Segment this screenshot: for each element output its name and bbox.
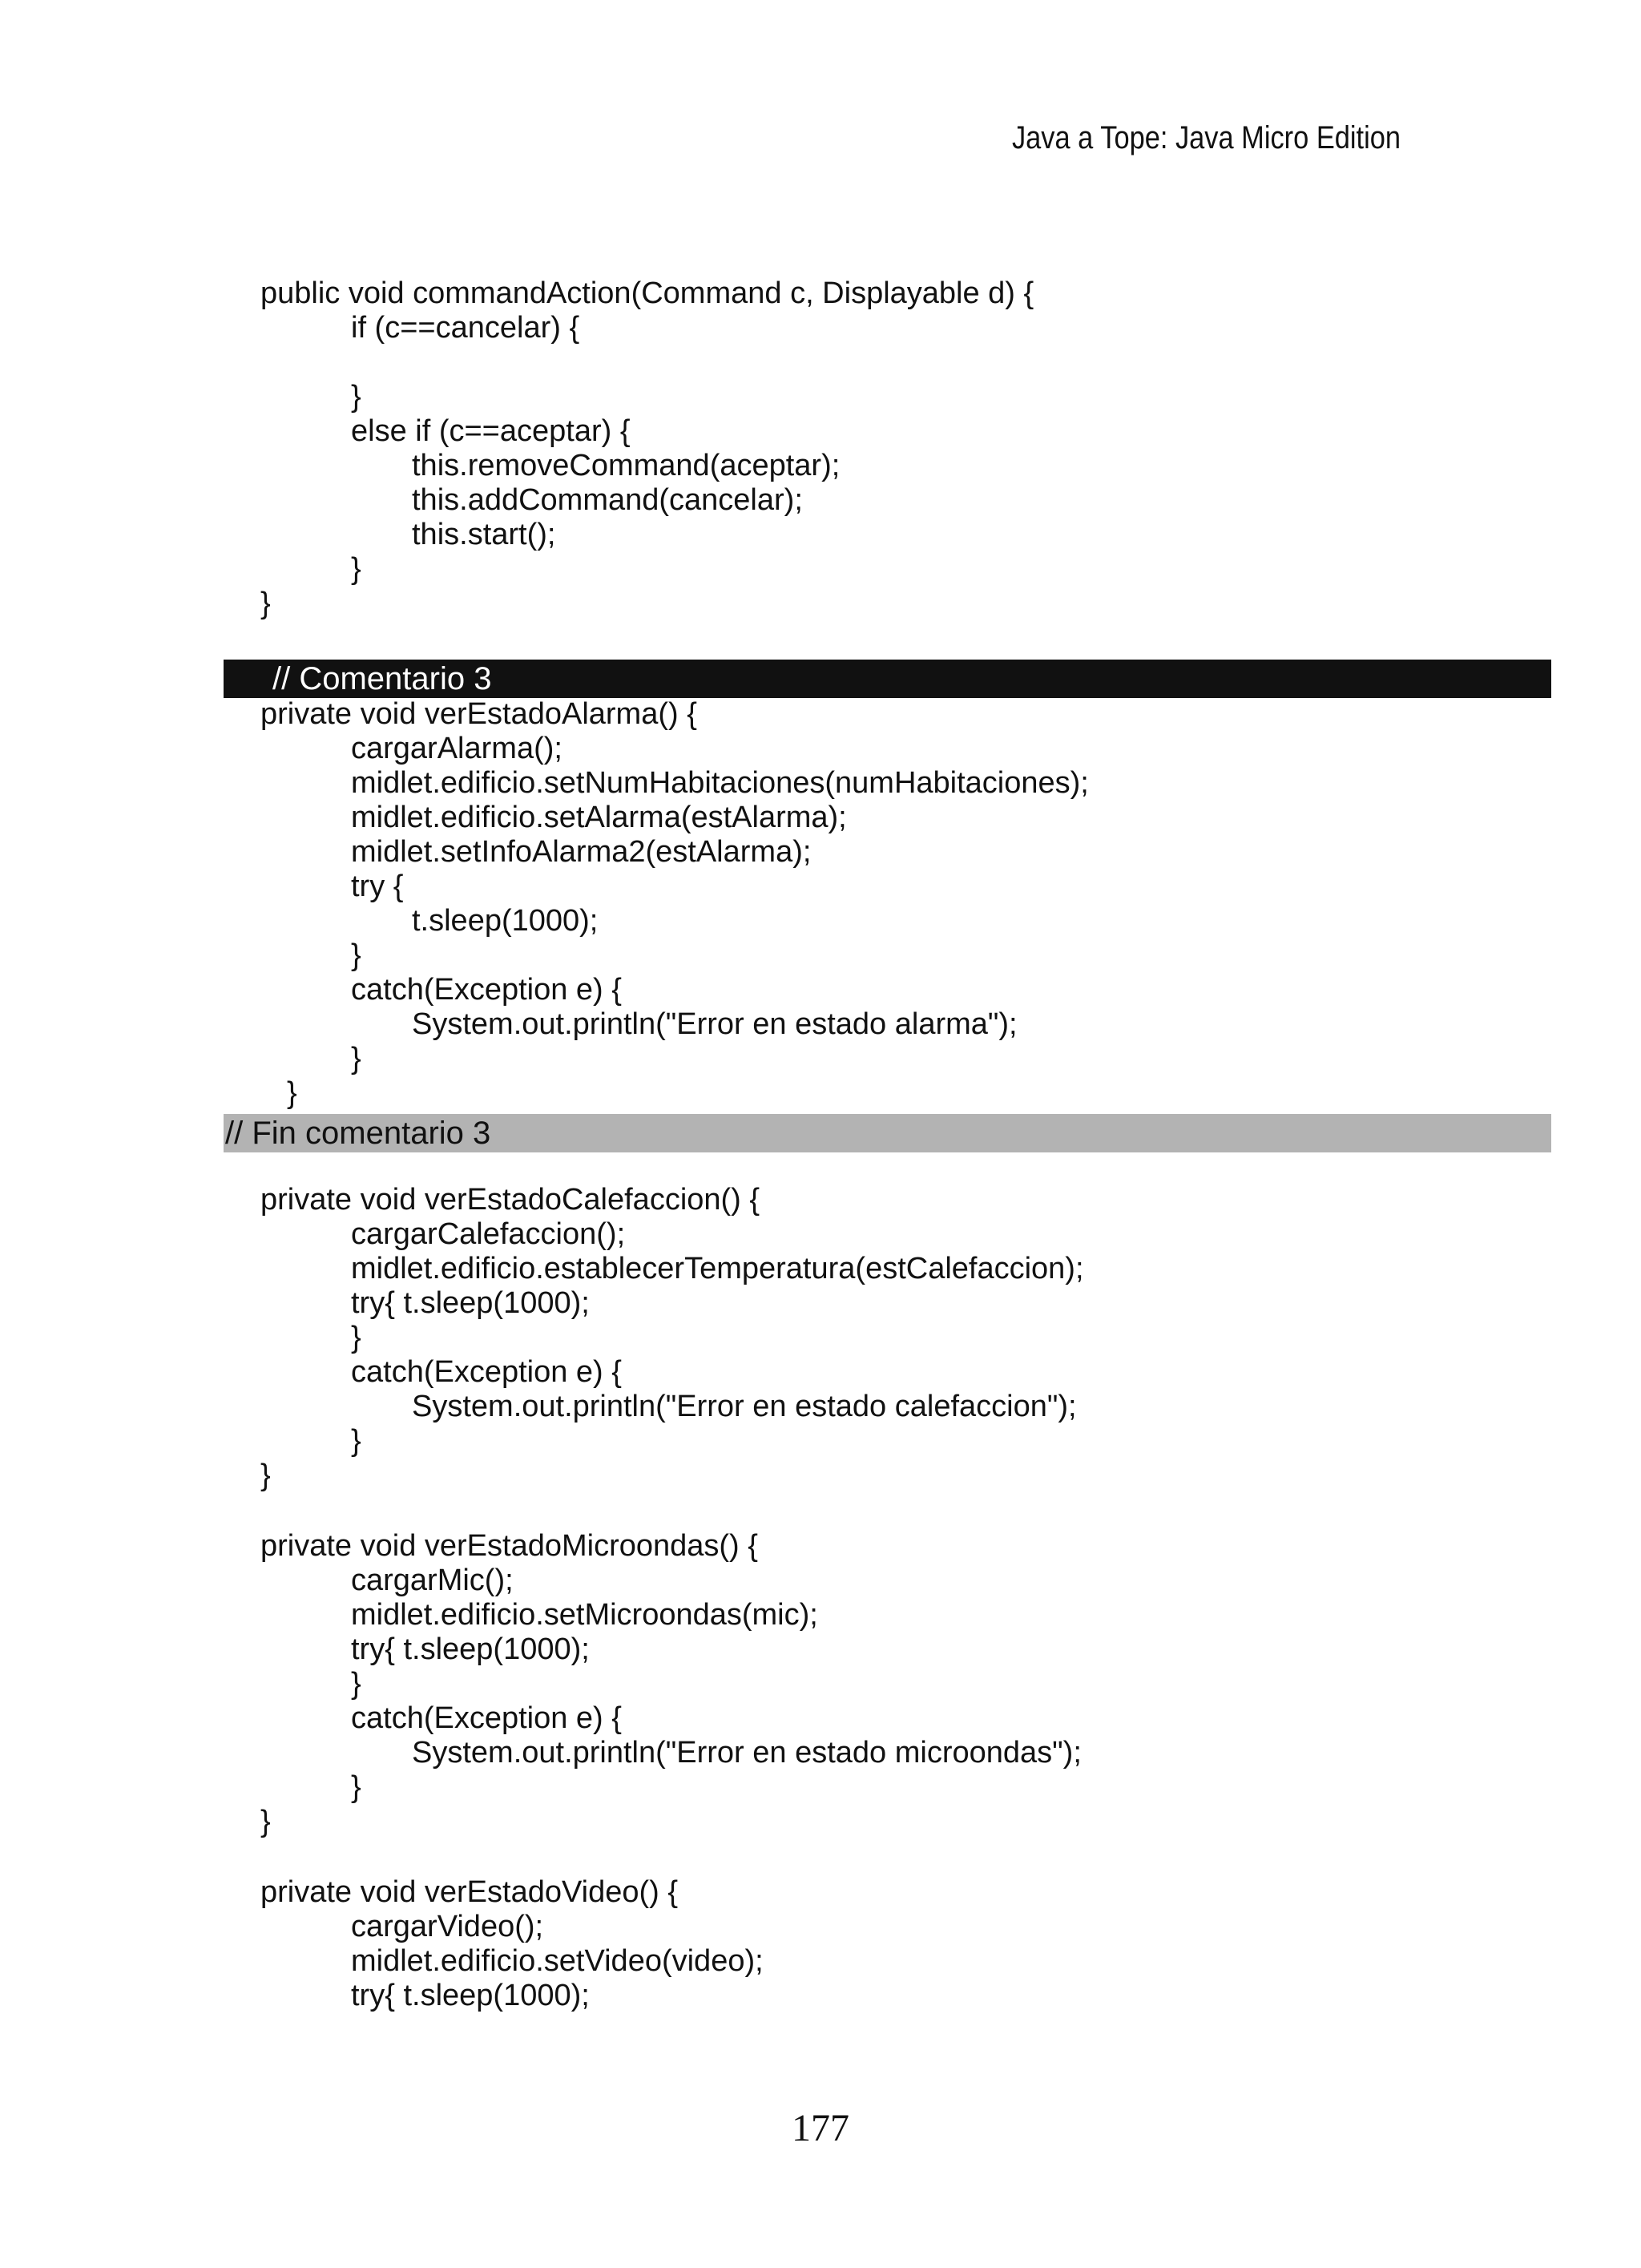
code-line: try{ t.sleep(1000);	[351, 1632, 590, 1666]
code-line: cargarAlarma();	[351, 732, 562, 765]
code-line: }	[260, 587, 271, 620]
code-line: try {	[351, 870, 404, 903]
code-line: }	[260, 1805, 271, 1838]
code-line: private void verEstadoCalefaccion() {	[260, 1183, 760, 1217]
code-line: }	[351, 1770, 361, 1804]
code-line: try{ t.sleep(1000);	[351, 1286, 590, 1320]
code-line: }	[351, 552, 361, 586]
code-line: else if (c==aceptar) {	[351, 414, 631, 448]
code-line: }	[287, 1076, 297, 1110]
code-line: private void verEstadoMicroondas() {	[260, 1529, 758, 1563]
code-line: cargarCalefaccion();	[351, 1217, 626, 1251]
code-line: this.addCommand(cancelar);	[412, 483, 803, 517]
code-line: this.start();	[412, 518, 556, 551]
code-line: catch(Exception e) {	[351, 1701, 622, 1735]
code-line: midlet.edificio.setVideo(video);	[351, 1944, 764, 1978]
code-line: System.out.println("Error en estado alarma");	[412, 1007, 1018, 1041]
running-header: Java a Tope: Java Micro Edition	[1011, 120, 1401, 155]
code-line: midlet.edificio.setAlarma(estAlarma);	[351, 801, 847, 834]
code-line: cargarMic();	[351, 1564, 514, 1597]
code-line: }	[351, 380, 361, 414]
code-line: }	[260, 1459, 271, 1492]
code-line: private void verEstadoVideo() {	[260, 1875, 679, 1909]
code-line: System.out.println("Error en estado microondas");	[412, 1736, 1082, 1770]
code-line: midlet.edificio.setMicroondas(mic);	[351, 1598, 818, 1632]
comment-end-label: // Fin comentario 3	[225, 1116, 491, 1151]
code-line: }	[351, 938, 361, 972]
code-line: }	[351, 1667, 361, 1701]
code-line: public void commandAction(Command c, Displayable d) {	[260, 276, 1034, 310]
code-line: private void verEstadoAlarma() {	[260, 697, 697, 731]
code-line: cargarVideo();	[351, 1910, 544, 1943]
code-line: midlet.setInfoAlarma2(estAlarma);	[351, 835, 812, 869]
code-line: System.out.println("Error en estado calefaccion");	[412, 1390, 1077, 1423]
code-line: try{ t.sleep(1000);	[351, 1979, 590, 2012]
code-line: }	[351, 1321, 361, 1354]
code-line: catch(Exception e) {	[351, 1355, 622, 1389]
code-line: }	[351, 1042, 361, 1075]
comment-start-label: // Comentario 3	[272, 661, 492, 696]
code-line: midlet.edificio.establecerTemperatura(estCalefaccion);	[351, 1252, 1084, 1285]
code-line: }	[351, 1424, 361, 1458]
page-number: 177	[792, 2107, 849, 2149]
code-line: if (c==cancelar) {	[351, 311, 580, 345]
code-line: this.removeCommand(aceptar);	[412, 449, 841, 482]
code-line: midlet.edificio.setNumHabitaciones(numHabitaciones);	[351, 766, 1089, 800]
code-line: t.sleep(1000);	[412, 904, 599, 938]
code-line: catch(Exception e) {	[351, 973, 622, 1007]
